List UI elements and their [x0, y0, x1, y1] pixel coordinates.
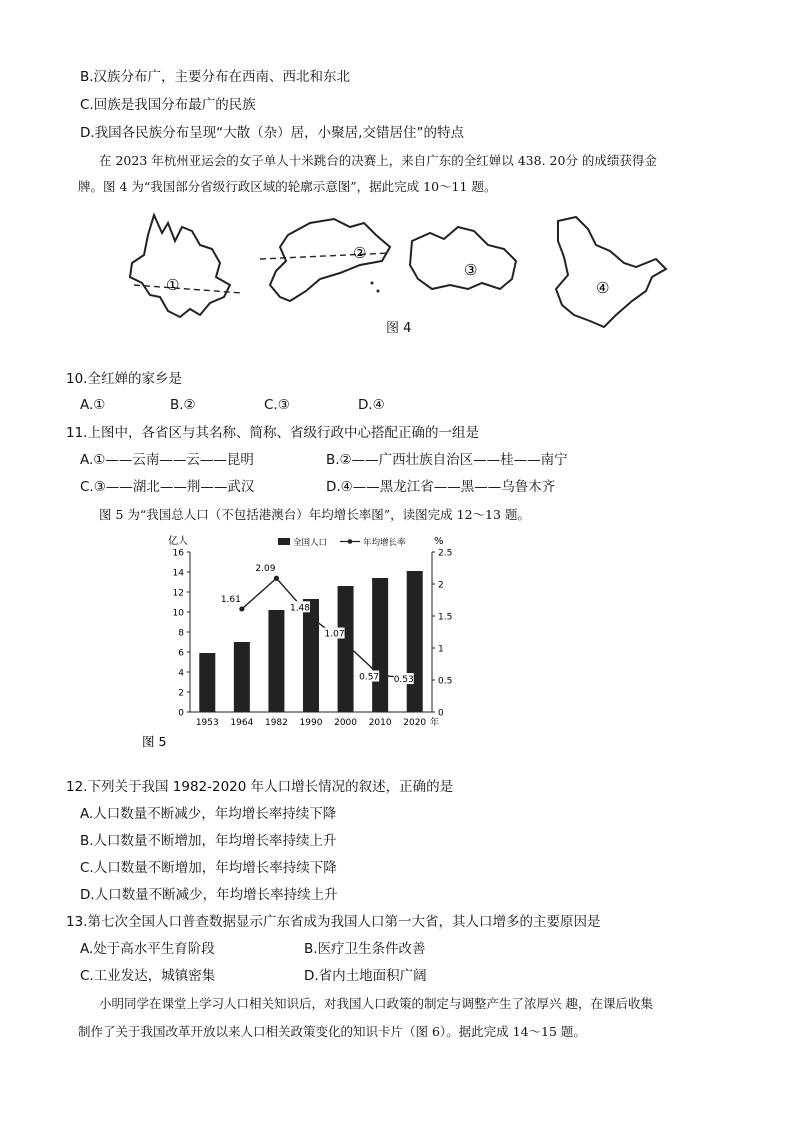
right-axis-unit: %	[434, 536, 444, 547]
q11-option-c: C.③——湖北——荆——武汉	[80, 479, 255, 495]
left-tick-label: 6	[178, 648, 184, 659]
q11-option-a: A.①——云南——云——昆明	[80, 452, 254, 468]
right-tick-label: 2	[438, 580, 444, 591]
intro-14-line-2: 制作了关于我国改革开放以来人口相关政策变化的知识卡片（图 6）。据此完成 14～15 题。	[78, 1024, 586, 1039]
left-tick-label: 10	[172, 608, 184, 619]
legend-line-marker	[348, 539, 353, 544]
right-tick-label: 0.5	[438, 676, 453, 687]
x-tick-label: 2010	[368, 718, 392, 728]
right-tick-label: 1	[438, 644, 444, 655]
x-tick-label: 1953	[195, 718, 219, 728]
outline-guangdong	[260, 219, 390, 301]
outline-hubei	[410, 227, 516, 289]
q9-option-c: C.回族是我国分布最广的民族	[80, 97, 256, 113]
fig4-label-4: ④	[596, 279, 610, 297]
x-tick-label: 1964	[230, 718, 254, 728]
right-tick-label: 1.5	[438, 612, 453, 623]
question-10: 10.全红婵的家乡是	[66, 371, 182, 387]
x-tick-label: 2020	[403, 718, 427, 728]
growth-rate-label: 1.07	[324, 629, 345, 640]
left-tick-label: 8	[178, 628, 184, 639]
population-bar	[268, 610, 284, 712]
growth-rate-point	[343, 641, 348, 646]
growth-rate-label: 2.09	[255, 564, 276, 575]
outline-heilongjiang	[556, 217, 666, 327]
q9-option-d: D.我国各民族分布呈现“大散（杂）居，小聚居,交错居住”的特点	[80, 125, 464, 141]
outline-yunnan	[130, 215, 242, 317]
x-tick-label: 1990	[299, 718, 323, 728]
intro-12: 图 5 为“我国总人口（不包括港澳台）年均增长率图”，读图完成 12～13 题。	[99, 507, 530, 522]
q12-option-a: A.人口数量不断减少，年均增长率持续下降	[80, 806, 337, 822]
q11-option-d: D.④——黑龙江省——黑——乌鲁木齐	[326, 479, 556, 495]
left-tick-label: 12	[172, 588, 184, 599]
q12-option-c: C.人口数量不断增加，年均增长率持续下降	[80, 860, 337, 876]
x-tick-label: 1982	[264, 718, 288, 728]
growth-rate-label: 1.48	[289, 603, 311, 614]
left-tick-label: 2	[178, 688, 184, 699]
q10-option-d: D.④	[358, 397, 385, 413]
growth-rate-label: 0.53	[393, 675, 414, 686]
q9-option-b: B.汉族分布广，主要分布在西南、西北和东北	[80, 69, 351, 85]
q12-option-d: D.人口数量不断减少，年均增长率持续上升	[80, 887, 338, 903]
x-tick-label: 2000	[334, 718, 358, 728]
growth-rate-label: 0.57	[359, 672, 380, 683]
x-axis-unit: 年	[430, 718, 440, 728]
q12-option-b: B.人口数量不断增加，年均增长率持续上升	[80, 833, 337, 849]
left-tick-label: 0	[178, 708, 184, 719]
intro-14-line-1: 小明同学在课堂上学习人口相关知识后，对我国人口政策的制定与调整产生了浓厚兴 趣，在课后收集	[99, 996, 653, 1011]
q10-option-c: C.③	[264, 397, 290, 413]
q13-option-c: C.工业发达，城镇密集	[80, 968, 216, 984]
question-12: 12.下列关于我国 1982-2020 年人口增长情况的叙述，正确的是	[66, 779, 454, 795]
left-tick-label: 16	[172, 548, 184, 559]
q13-option-d: D.省内土地面积广阔	[304, 968, 427, 984]
intro-10-line-2: 牌。图 4 为“我国部分省级行政区域的轮廓示意图”，据此完成 10～11 题。	[78, 179, 497, 194]
intro-10-line-1: 在 2023 年杭州亚运会的女子单人十米跳台的决赛上，来自广东的全红婵以 438. 20分 的成绩获得金	[99, 153, 657, 168]
growth-rate-point	[274, 576, 279, 581]
left-tick-label: 4	[178, 668, 184, 679]
q11-option-b: B.②——广西壮族自治区——桂——南宁	[326, 452, 568, 468]
q13-option-a: A.处于高水平生育阶段	[80, 941, 215, 957]
population-bar	[407, 571, 423, 712]
figure-5-caption: 图 5	[142, 734, 167, 749]
left-axis-unit: 亿人	[168, 536, 188, 547]
figure-5-population-chart	[142, 530, 470, 750]
growth-rate-label: 1.61	[220, 594, 241, 605]
legend-bar-label: 全国人口	[293, 538, 328, 548]
population-bar	[199, 653, 215, 712]
fig4-label-3: ③	[464, 261, 478, 279]
growth-rate-point	[308, 615, 313, 620]
right-tick-label: 0	[438, 708, 444, 719]
legend-bar-swatch	[278, 538, 290, 545]
q10-option-b: B.②	[170, 397, 196, 413]
q10-option-a: A.①	[80, 397, 106, 413]
question-13: 13.第七次全国人口普查数据显示广东省成为我国人口第一大省，其人口增多的主要原因是	[66, 914, 601, 930]
figure-4-caption: 图 4	[386, 321, 412, 336]
legend-line-label: 年均增长率	[363, 538, 406, 548]
population-bar	[234, 642, 250, 712]
population-bar	[372, 578, 388, 712]
question-11: 11.上图中，各省区与其名称、简称、省级行政中心搭配正确的一组是	[66, 425, 479, 441]
fig4-label-1: ①	[166, 276, 180, 294]
fig4-label-2: ②	[353, 244, 367, 262]
growth-rate-point	[239, 606, 244, 611]
q13-option-b: B.医疗卫生条件改善	[304, 941, 426, 957]
left-tick-label: 14	[172, 568, 184, 579]
right-tick-label: 2.5	[438, 548, 453, 559]
